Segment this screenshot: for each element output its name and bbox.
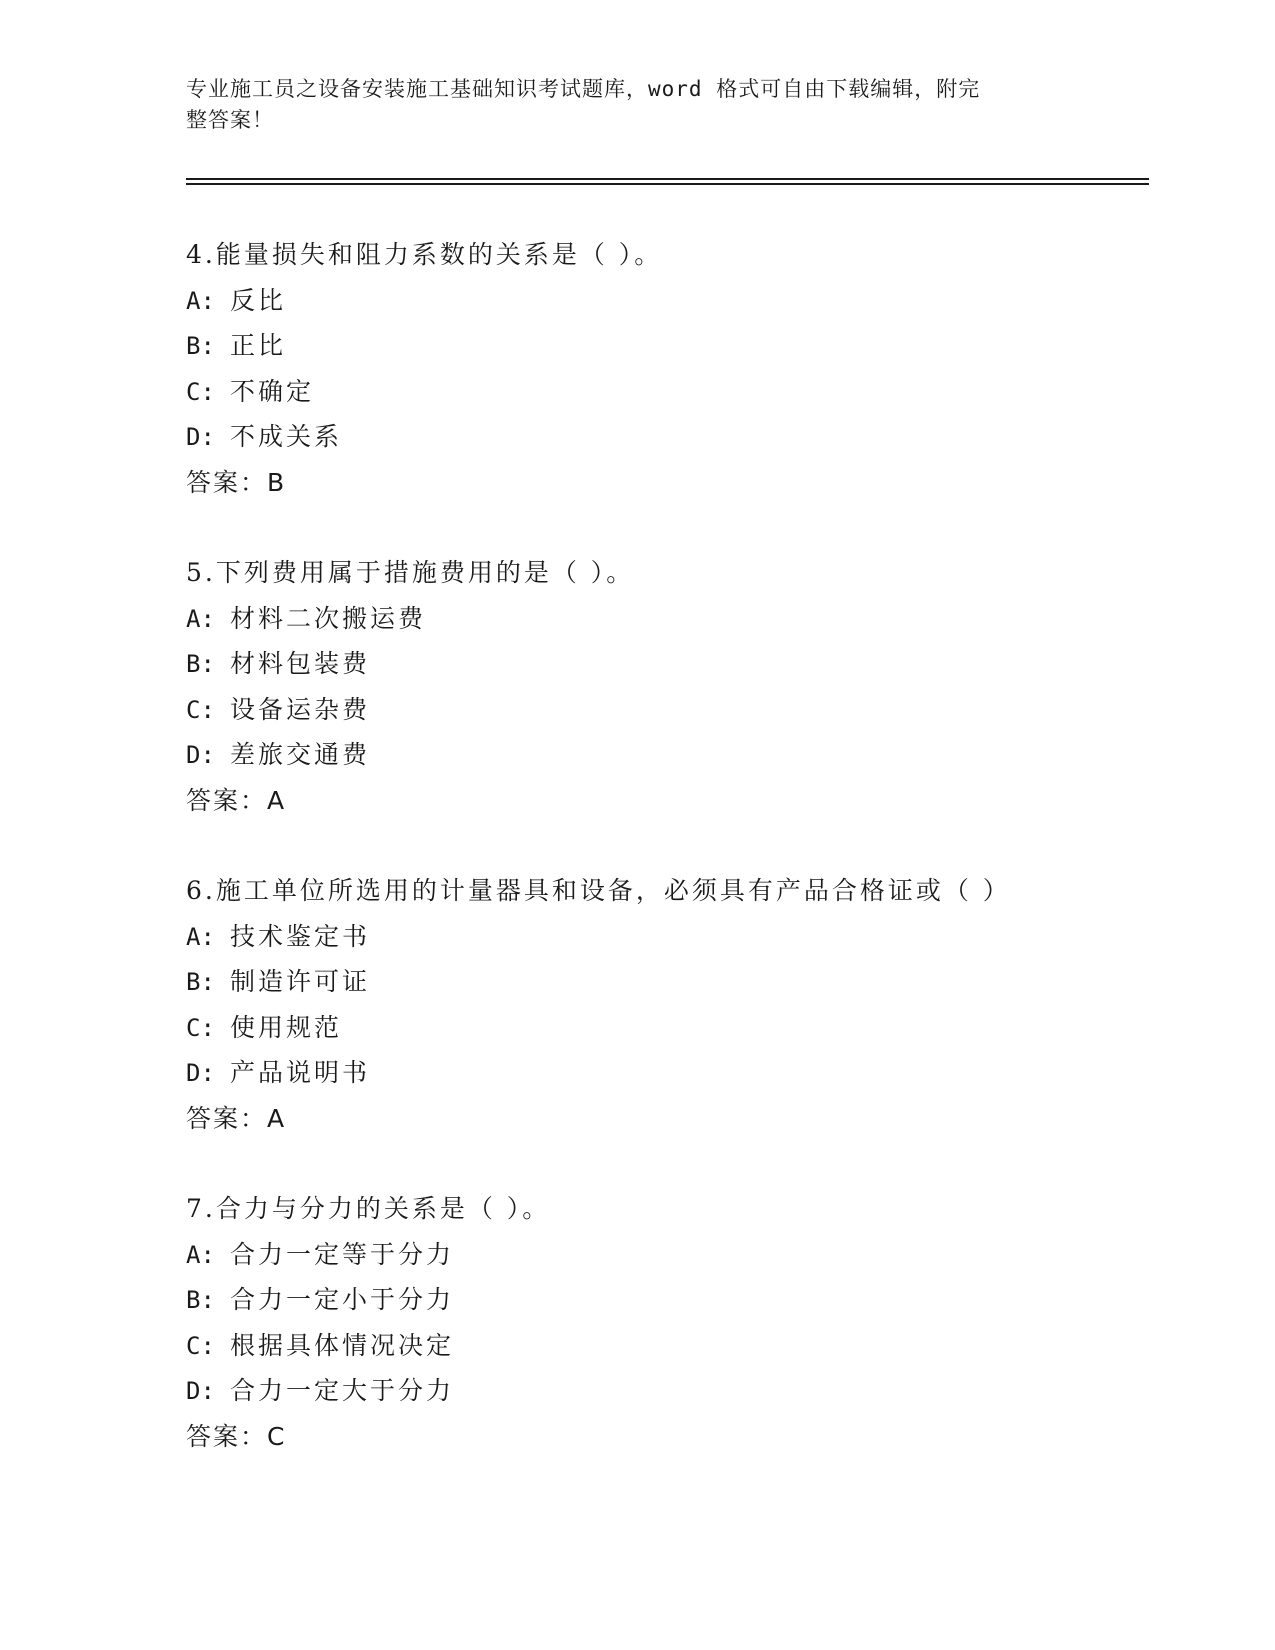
option-letter: A:	[186, 1240, 215, 1269]
option-letter: A:	[186, 922, 215, 951]
question-stem: 5.下列费用属于措施费用的是（ ）。	[186, 558, 635, 587]
option-letter: B:	[186, 968, 215, 996]
document-header	[186, 74, 1066, 136]
option-text: 技术鉴定书	[230, 921, 371, 951]
option-text: 材料二次搬运费	[230, 603, 427, 633]
option-text: 合力一定大于分力	[230, 1376, 455, 1405]
option-text: 根据具体情况决定	[230, 1330, 455, 1360]
question-stem: 7.合力与分力的关系是（ ）。	[186, 1194, 551, 1223]
option-a	[186, 278, 1146, 324]
option-d	[186, 732, 1146, 778]
option-letter: D:	[186, 423, 215, 451]
question-stem: 4.能量损失和阻力系数的关系是（ ）。	[186, 240, 663, 269]
option-text: 差旅交通费	[230, 740, 371, 769]
question-7	[186, 1186, 1146, 1459]
question-5	[186, 550, 1146, 823]
header-divider-top	[186, 178, 1149, 180]
option-a	[186, 914, 1146, 960]
option-d	[186, 1050, 1146, 1096]
option-letter: C:	[186, 1013, 215, 1042]
question-stem: 6.施工单位所选用的计量器具和设备，必须具有产品合格证或（ ）	[186, 876, 1011, 905]
option-text: 合力一定等于分力	[230, 1239, 455, 1269]
option-letter: A:	[186, 286, 215, 315]
option-letter: D:	[186, 1059, 215, 1087]
option-a	[186, 596, 1146, 642]
option-text: 不成关系	[230, 422, 343, 451]
header-line-1: 专业施工员之设备安装施工基础知识考试题库，word 格式可自由下载编辑，附完	[186, 77, 981, 101]
answer: 答案：A	[186, 1103, 287, 1133]
option-letter: C:	[186, 377, 215, 406]
answer: 答案：C	[186, 1421, 287, 1451]
option-c	[186, 687, 1146, 733]
option-text: 制造许可证	[230, 967, 371, 996]
question-6	[186, 868, 1146, 1141]
option-text: 正比	[230, 331, 287, 360]
header-line-2: 整答案！	[186, 108, 274, 132]
option-c	[186, 369, 1146, 415]
option-b	[186, 641, 1146, 687]
option-d	[186, 1368, 1146, 1414]
option-letter: B:	[186, 650, 215, 678]
option-letter: B:	[186, 332, 215, 360]
question-4	[186, 232, 1146, 505]
option-letter: B:	[186, 1286, 215, 1314]
option-text: 设备运杂费	[230, 694, 371, 724]
option-letter: C:	[186, 695, 215, 724]
option-a	[186, 1232, 1146, 1278]
answer: 答案：A	[186, 785, 287, 815]
option-text: 使用规范	[230, 1012, 343, 1042]
option-text: 材料包装费	[230, 649, 371, 678]
option-b	[186, 1277, 1146, 1323]
option-c	[186, 1323, 1146, 1369]
answer: 答案：B	[186, 467, 287, 497]
option-b	[186, 959, 1146, 1005]
option-c	[186, 1005, 1146, 1051]
option-d	[186, 414, 1146, 460]
option-letter: C:	[186, 1331, 215, 1360]
header-divider-bottom	[186, 183, 1149, 185]
option-text: 合力一定小于分力	[230, 1285, 455, 1314]
option-text: 产品说明书	[230, 1058, 371, 1087]
option-letter: D:	[186, 1377, 215, 1405]
option-letter: A:	[186, 604, 215, 633]
option-text: 反比	[230, 285, 287, 315]
option-text: 不确定	[230, 376, 315, 406]
option-letter: D:	[186, 741, 215, 769]
option-b	[186, 323, 1146, 369]
